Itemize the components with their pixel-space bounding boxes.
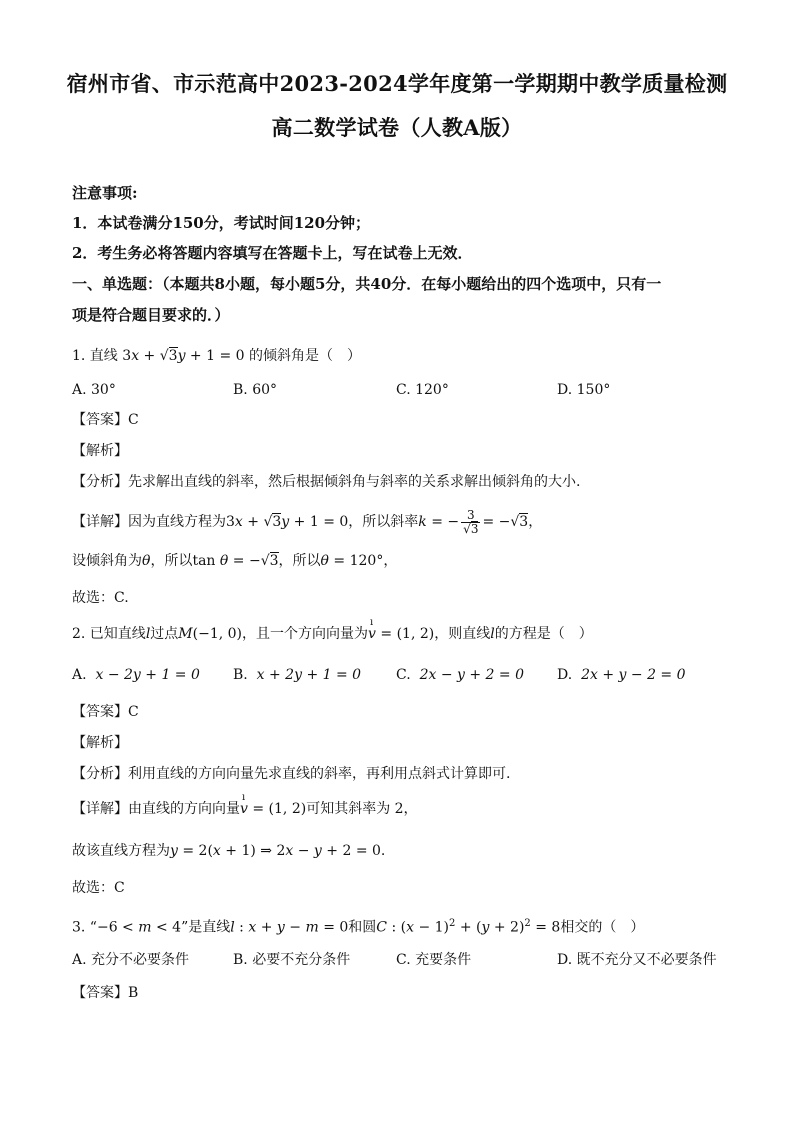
q2-option-b-eq: x + 2y + 1 = 0 bbox=[256, 667, 362, 683]
q2-option-b-letter: B. bbox=[233, 667, 248, 683]
q2-mid2: ，且一个方向向量为 bbox=[242, 626, 369, 642]
q1-prefix: 1. 直线 bbox=[72, 348, 118, 364]
q1-option-b: B. 60° bbox=[233, 382, 278, 398]
q3-option-c: C. 充要条件 bbox=[396, 952, 472, 968]
question-2: 2. 已知直线l过点M(−1, 0)，且一个方向向量为ı v = (1, 2)，则直线l的方程是（ ） bbox=[72, 624, 593, 644]
q1-analysis-label: 【解析】 bbox=[72, 443, 128, 459]
q3-mid2: 和圆 bbox=[348, 919, 377, 936]
question-3: 3. “−6 < m < 4”是直线l : x + y − m = 0和圆C : $(x - 1)^2 + (y + 2)^2 = 8$相交的（ ） bbox=[72, 918, 645, 936]
q2-answer: 【答案】C bbox=[72, 704, 139, 720]
q2-detail2-b: . bbox=[380, 843, 386, 859]
q2-analysis-label: 【解析】 bbox=[72, 735, 128, 751]
q3-mid1: ”是直线 bbox=[181, 919, 231, 936]
q2-option-d bbox=[557, 665, 686, 685]
q3-suffix: 相交的（ ） bbox=[560, 919, 645, 936]
q1-detail2-d: ， bbox=[383, 553, 398, 569]
q1-conclusion: 故选：C. bbox=[72, 590, 129, 606]
q1-equation: 3x + √3y + 1 = 0 bbox=[122, 348, 245, 364]
q2-mid1: 过点 bbox=[150, 626, 179, 642]
q2-option-d-eq: 2x + y − 2 = 0 bbox=[581, 667, 686, 683]
q2-xiangjie-a: 【详解】由直线的方向向量 bbox=[72, 801, 240, 817]
q3-answer: 【答案】B bbox=[72, 985, 139, 1001]
q2-detail-2: 故该直线方程为y = 2(x + 1) ⇒ 2x − y + 2 = 0. bbox=[72, 843, 386, 859]
q1-option-c: C. 120° bbox=[396, 382, 449, 398]
q1-option-a: A. 30° bbox=[72, 382, 116, 398]
question-1 bbox=[72, 346, 361, 366]
q1-xiangjie-text-a: 【详解】因为直线方程为 bbox=[72, 514, 226, 530]
q1-answer: 【答案】C bbox=[72, 412, 139, 428]
q1-xiangjie-text-c: ， bbox=[528, 514, 543, 530]
page-title: 宿州市省、市示范高中2023-2024学年度第一学期期中教学质量检测 bbox=[66, 71, 728, 96]
q2-option-c bbox=[396, 665, 524, 685]
q2-option-a-letter: A. bbox=[72, 667, 87, 683]
q2-option-a bbox=[72, 665, 200, 685]
q2-suffix: 的方程是（ ） bbox=[494, 626, 593, 642]
q2-mid3: ，则直线 bbox=[434, 626, 491, 642]
q1-detail2-c: ，所以 bbox=[278, 553, 321, 569]
q1-detail2-b: ，所以 bbox=[150, 553, 193, 569]
q1-xiangjie: 【详解】因为直线方程为3x + √3y + 1 = 0，所以斜率k = − $\frac{3}{√3}$ = −√3， bbox=[72, 507, 543, 536]
q1-detail-2: 设倾斜角为θ，所以tan θ = −√3，所以θ = 120°， bbox=[72, 553, 398, 569]
notes-item-2: 2．考生务必将答题内容填写在答题卡上，写在试卷上无效． bbox=[72, 244, 473, 262]
q3-option-a: A. 充分不必要条件 bbox=[72, 952, 190, 968]
q1-suffix: 的倾斜角是（ ） bbox=[249, 348, 362, 364]
q2-xiangjie: 【详解】由直线的方向向量ı v = (1, 2)可知其斜率为 2， bbox=[72, 799, 418, 819]
q2-option-d-letter: D. bbox=[557, 667, 573, 683]
q1-xiangjie-text-b: ，所以斜率 bbox=[348, 514, 419, 530]
q2-option-a-eq: x − 2y + 1 = 0 bbox=[95, 667, 200, 683]
q2-xiangjie-b: 可知其斜率为 2， bbox=[306, 801, 418, 817]
q2-option-b bbox=[233, 665, 361, 685]
notes-heading: 注意事项: bbox=[72, 184, 138, 202]
q2-detail2-a: 故该直线方程为 bbox=[72, 843, 170, 859]
q2-conclusion: 故选：C bbox=[72, 880, 125, 896]
page-subtitle: 高二数学试卷（人教A版） bbox=[271, 115, 523, 140]
q1-fenxi: 【分析】先求解出直线的斜率，然后根据倾斜角与斜率的关系求解出倾斜角的大小. bbox=[72, 474, 581, 490]
q3-prefix: 3. “ bbox=[72, 919, 97, 936]
section-heading-line1: 一、单选题：（本题共8小题，每小题5分，共40分．在每小题给出的四个选项中，只有一 bbox=[72, 275, 662, 293]
q2-option-c-letter: C. bbox=[396, 667, 411, 683]
notes-item-1: 1．本试卷满分150分，考试时间120分钟； bbox=[72, 214, 371, 232]
q3-option-d: D. 既不充分又不必要条件 bbox=[557, 952, 717, 968]
q1-option-d: D. 150° bbox=[557, 382, 611, 398]
q2-prefix: 2. 已知直线 bbox=[72, 626, 146, 642]
q3-option-b: B. 必要不充分条件 bbox=[233, 952, 351, 968]
section-heading-line2: 项是符合题目要求的．） bbox=[72, 306, 230, 324]
q1-detail2-a: 设倾斜角为 bbox=[72, 553, 142, 569]
q2-option-c-eq: 2x − y + 2 = 0 bbox=[419, 667, 524, 683]
q2-fenxi: 【分析】利用直线的方向向量先求直线的斜率，再利用点斜式计算即可. bbox=[72, 766, 511, 782]
